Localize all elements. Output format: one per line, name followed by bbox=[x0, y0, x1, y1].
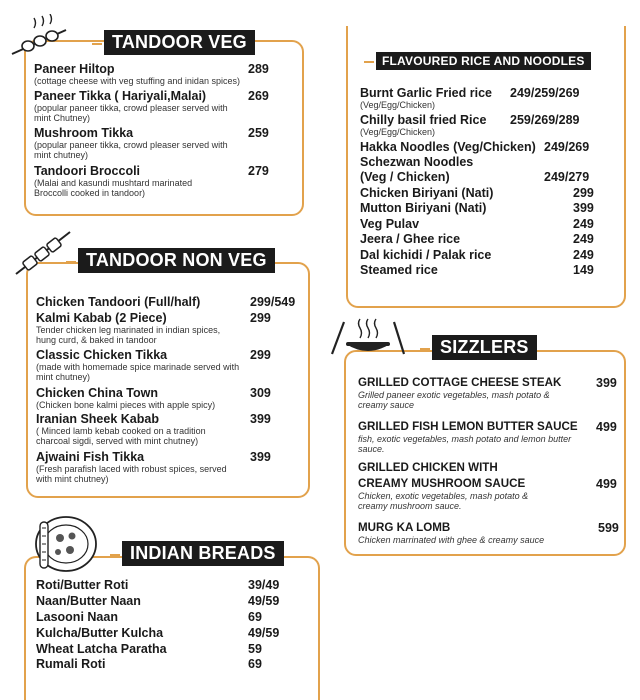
item-price: 249 bbox=[573, 232, 594, 246]
item-price: 69 bbox=[248, 610, 262, 624]
menu-item bbox=[34, 62, 296, 86]
item-price: 149 bbox=[573, 263, 594, 277]
menu-item bbox=[36, 578, 306, 592]
menu-item bbox=[360, 170, 622, 184]
item-name: Wheat Latcha Paratha bbox=[36, 642, 167, 656]
item-name: Mushroom Tikka bbox=[34, 126, 134, 140]
item-desc: Grilled paneer exotic vegetables, mash potato & creamy sauce bbox=[358, 390, 550, 410]
item-price: 399 bbox=[596, 376, 617, 390]
item-name: Chicken Biriyani (Nati) bbox=[360, 186, 494, 200]
menu-item bbox=[358, 521, 622, 545]
menu-item bbox=[358, 376, 622, 410]
item-name: Lasooni Naan bbox=[36, 610, 118, 624]
item-price: 399 bbox=[573, 201, 594, 215]
section-title: TANDOOR NON VEG bbox=[78, 248, 275, 273]
item-desc: (Malai and kasundi mushtard marinated Broccolli cooked in tandoor) bbox=[34, 178, 193, 198]
menu-item bbox=[360, 248, 622, 262]
menu-item bbox=[36, 295, 304, 309]
item-price: 39/49 bbox=[248, 578, 280, 592]
item-price: 249 bbox=[573, 248, 594, 262]
item-name: Burnt Garlic Fried rice bbox=[360, 86, 492, 100]
item-price: 259 bbox=[248, 126, 269, 140]
item-name: Ajwaini Fish Tikka bbox=[36, 450, 145, 464]
item-desc: Chicken marrinated with ghee & creamy sauce bbox=[358, 535, 545, 545]
item-name-line2: CREAMY MUSHROOM SAUCE bbox=[358, 477, 526, 490]
item-price: 399 bbox=[250, 450, 271, 464]
item-name: Rumali Roti bbox=[36, 657, 106, 671]
item-price: 59 bbox=[248, 642, 262, 656]
item-price: 259/269/289 bbox=[510, 113, 580, 127]
item-price: 279 bbox=[248, 164, 269, 178]
item-price: 299 bbox=[250, 311, 271, 325]
item-name: Mutton Biriyani (Nati) bbox=[360, 201, 487, 215]
menu-item bbox=[360, 113, 622, 137]
item-desc: ( Minced lamb kebab cooked on a tradition charcoal sigdi, served with mint chutney) bbox=[36, 426, 206, 446]
item-name: Dal kichidi / Palak rice bbox=[360, 248, 492, 262]
menu-item bbox=[360, 140, 622, 154]
item-desc: (popular paneer tikka, crowd pleaser served with mint chutney) bbox=[34, 140, 228, 160]
menu-item bbox=[360, 263, 622, 277]
menu-item bbox=[36, 412, 304, 446]
item-price: 309 bbox=[250, 386, 271, 400]
item-name: Kulcha/Butter Kulcha bbox=[36, 626, 164, 640]
section-title: FLAVOURED RICE AND NOODLES bbox=[376, 52, 591, 70]
menu-item bbox=[36, 657, 306, 671]
section-title: TANDOOR VEG bbox=[104, 30, 255, 55]
item-name: Hakka Noodles (Veg/Chicken) bbox=[360, 140, 536, 154]
item-name: MURG KA LOMB bbox=[358, 521, 451, 534]
item-name: Paneer Hiltop bbox=[34, 62, 115, 76]
item-price: 249/279 bbox=[544, 170, 590, 184]
item-desc: (Veg/Egg/Chicken) bbox=[360, 127, 436, 137]
item-price: 249 bbox=[573, 217, 594, 231]
item-name: GRILLED COTTAGE CHEESE STEAK bbox=[358, 376, 562, 389]
menu-item bbox=[36, 642, 306, 656]
item-price: 289 bbox=[248, 62, 269, 76]
item-name: Naan/Butter Naan bbox=[36, 594, 141, 608]
item-price: 499 bbox=[596, 477, 617, 491]
bread-plate-icon bbox=[26, 514, 100, 574]
skewer-icon bbox=[8, 14, 70, 58]
item-name: Classic Chicken Tikka bbox=[36, 348, 168, 362]
section-title: SIZZLERS bbox=[432, 335, 537, 360]
item-price: 269 bbox=[248, 89, 269, 103]
menu-item bbox=[36, 626, 306, 640]
item-price: 69 bbox=[248, 657, 262, 671]
menu-item bbox=[36, 594, 306, 608]
menu-item bbox=[36, 610, 306, 624]
item-name: Steamed rice bbox=[360, 263, 438, 277]
item-price: 249/269 bbox=[544, 140, 590, 154]
item-price: 399 bbox=[250, 412, 271, 426]
item-name: Kalmi Kabab (2 Piece) bbox=[36, 311, 167, 325]
item-price: 299/549 bbox=[250, 295, 296, 309]
item-desc: fish, exotic vegetables, mash potato and lemon butter sauce. bbox=[358, 434, 572, 454]
item-desc: (Chicken bone kalmi pieces with apple spicy) bbox=[36, 400, 216, 410]
item-name: GRILLED CHICKEN WITH bbox=[358, 461, 498, 474]
menu-item bbox=[34, 126, 296, 160]
item-desc: Chicken, exotic vegetables, mash potato & creamy mushroom sauce. bbox=[358, 491, 529, 511]
item-name: Iranian Sheek Kabab bbox=[36, 412, 159, 426]
item-price: 249/259/269 bbox=[510, 86, 580, 100]
item-desc: (Fresh parafish laced with robust spices, served with mint chutney) bbox=[36, 464, 227, 484]
item-name: Chilly basil fried Rice bbox=[360, 113, 487, 127]
menu-item bbox=[360, 155, 622, 169]
item-name: Schezwan Noodles bbox=[360, 155, 474, 169]
sizzler-plate-icon bbox=[328, 318, 408, 358]
item-price: 299 bbox=[573, 186, 594, 200]
skewer-icon bbox=[12, 228, 74, 278]
menu-item bbox=[360, 186, 622, 200]
item-desc: (popular paneer tikka, crowd pleaser served with mint Chutney) bbox=[34, 103, 228, 123]
menu-item bbox=[360, 217, 622, 231]
item-price: 49/59 bbox=[248, 594, 280, 608]
menu-item bbox=[34, 89, 296, 123]
menu-item bbox=[360, 232, 622, 246]
item-name: Tandoori Broccoli bbox=[34, 164, 141, 178]
menu-item bbox=[36, 386, 304, 410]
menu-item bbox=[360, 86, 622, 110]
item-name: Chicken China Town bbox=[36, 386, 158, 400]
item-name: Jeera / Ghee rice bbox=[360, 232, 461, 246]
item-name: Veg Pulav bbox=[360, 217, 420, 231]
menu-item bbox=[34, 164, 296, 198]
menu-item bbox=[360, 201, 622, 215]
section-title: INDIAN BREADS bbox=[122, 541, 284, 566]
item-desc: (cottage cheese with veg stuffing and inidan spices) bbox=[34, 76, 240, 86]
menu-item bbox=[36, 348, 304, 382]
menu-item bbox=[36, 311, 304, 345]
item-desc: Tender chicken leg marinated in indian spices, hung curd, & baked in tandoor bbox=[36, 325, 221, 345]
item-name: GRILLED FISH LEMON BUTTER SAUCE bbox=[358, 420, 578, 433]
item-price: 499 bbox=[596, 420, 617, 434]
menu-item bbox=[358, 420, 622, 454]
item-desc: (made with homemade spice marinade served with mint chutney) bbox=[36, 362, 240, 382]
item-price: 599 bbox=[598, 521, 619, 535]
item-price: 299 bbox=[250, 348, 271, 362]
item-price: 49/59 bbox=[248, 626, 280, 640]
menu-item bbox=[36, 450, 304, 484]
menu-item bbox=[358, 461, 622, 511]
item-name: Roti/Butter Roti bbox=[36, 578, 129, 592]
item-name: (Veg / Chicken) bbox=[360, 170, 450, 184]
item-desc: (Veg/Egg/Chicken) bbox=[360, 100, 436, 110]
item-name: Chicken Tandoori (Full/half) bbox=[36, 295, 201, 309]
item-name: Paneer Tikka ( Hariyali,Malai) bbox=[34, 89, 207, 103]
